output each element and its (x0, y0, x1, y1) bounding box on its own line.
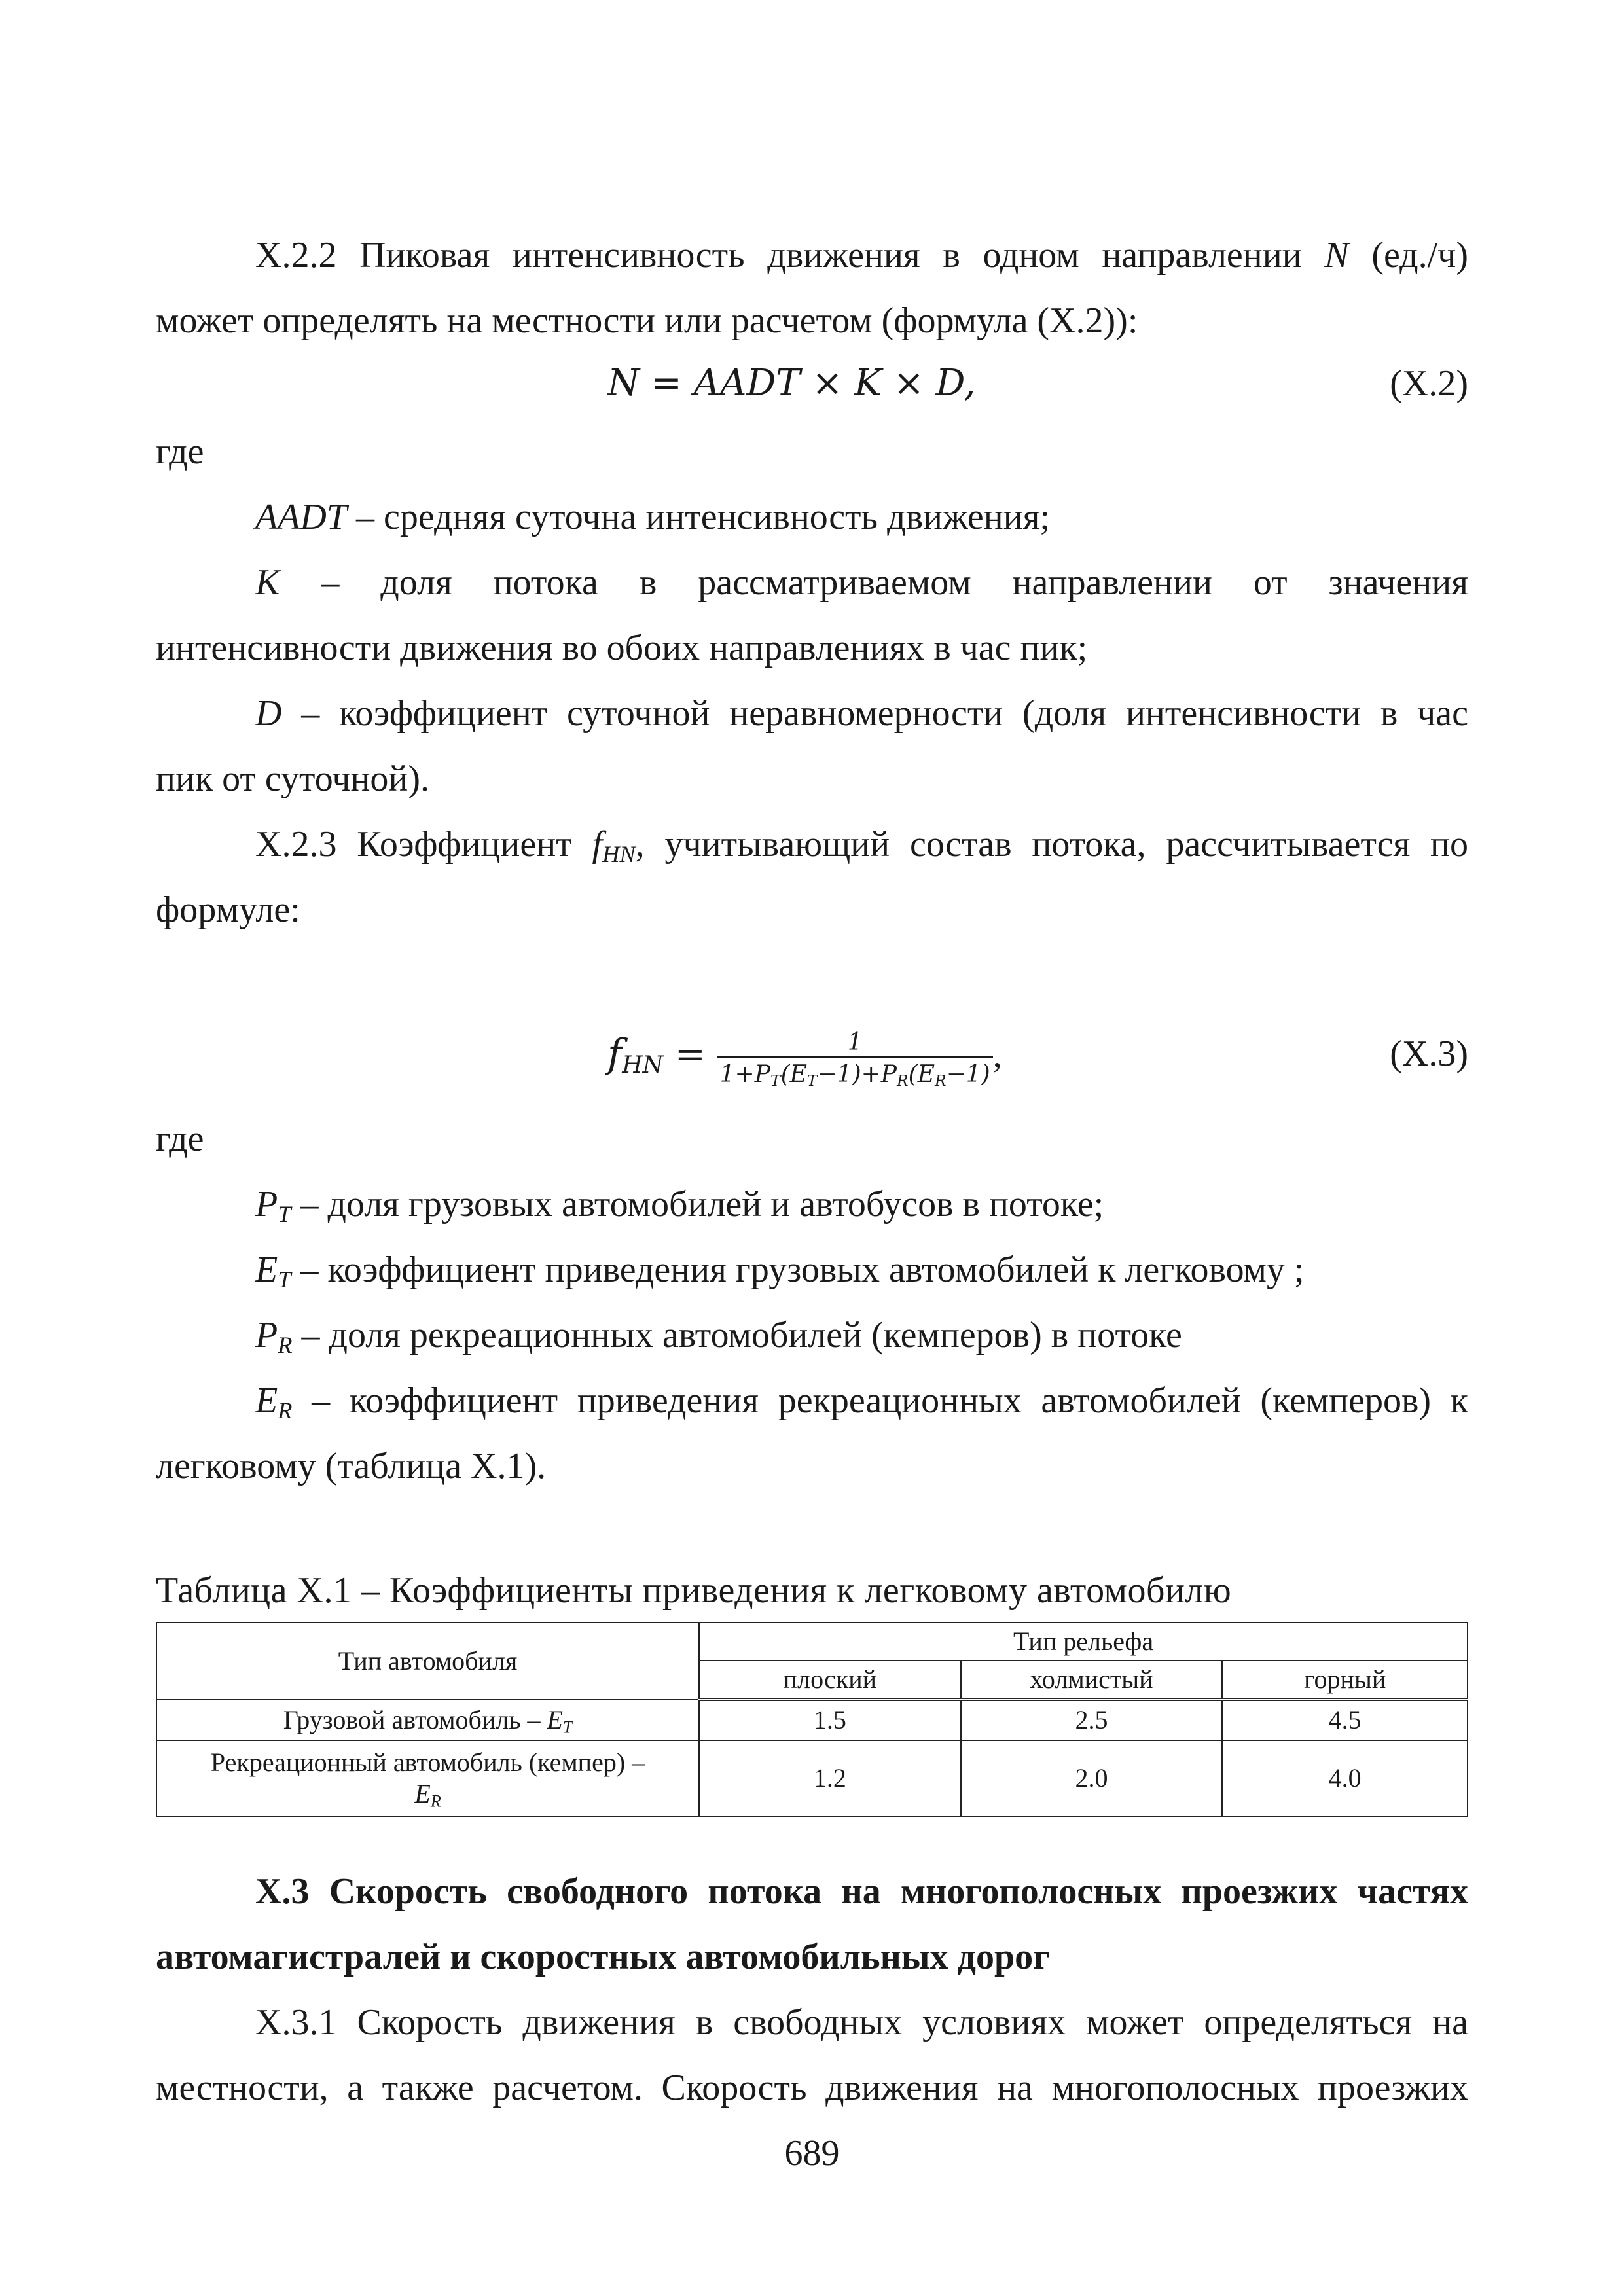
equation-x3-formula: $f_{HN}$ = $\frac{1}{1+P_T(E_T-1)+P_R(E_R-1)}$ , (607, 1028, 1002, 1090)
page-number: 689 (784, 2133, 840, 2174)
cell-value: 2.5 (961, 1700, 1223, 1740)
definition-er-line2: легковому (таблица X.1). (156, 1446, 547, 1486)
equation-x3-fraction: $\frac{1}{1+P_T(E_T-1)+P_R(E_R-1)}$ (717, 1030, 993, 1088)
equation-x2-number: (X.2) (1390, 363, 1468, 404)
definition-d-line2: пик от суточной). (156, 759, 430, 799)
where-label-1: где (156, 431, 204, 472)
equation-x2 (156, 351, 1468, 416)
where-label-2: где (156, 1119, 204, 1159)
definition-k-line2: интенсивности движения во обоих направлениях в час пик; (156, 628, 1088, 668)
equation-x3 (156, 1021, 1468, 1093)
cell-value: 4.0 (1222, 1740, 1468, 1816)
paragraph-x23-line1: X.2.3 Коэффициент $f_{HN}$, учитывающий состав потока, рассчитывается по (255, 824, 1469, 868)
equation-x2-formula: N = AADT × K × D, (607, 362, 976, 404)
definition-d-line1: D – коэффициент суточной неравномерности (доля интенсивности в час (255, 693, 1468, 734)
section-heading-x3-line1: X.3 Скорость свободного потока на многополосных проезжих частях (255, 1871, 1468, 1912)
symbol-aadt: AADT (255, 497, 347, 537)
row-label-recreational: Рекреационный автомобиль (кемпер) – $E_R$ (156, 1740, 699, 1816)
table-caption: Таблица X.1 – Коэффициенты приведения к легковому автомобилю (156, 1570, 1232, 1611)
paragraph-x31-line1: X.3.1 Скорость движения в свободных условиях может определяться на (255, 2002, 1468, 2043)
definition-k-line1: K – доля потока в рассматриваемом направлении от значения (255, 562, 1468, 603)
cell-value: 1.2 (699, 1740, 961, 1816)
equation-x3-denominator: $1+P_T(E_T-1)+P_R(E_R-1)$ (717, 1056, 993, 1088)
row-label-truck: Грузовой автомобиль – $E_T$ (156, 1700, 699, 1740)
table-row (156, 1700, 1468, 1740)
cell-value: 1.5 (699, 1700, 961, 1740)
section-heading-x3-line2: автомагистралей и скоростных автомобильных дорог (156, 1937, 1050, 1977)
equation-x3-number: (X.3) (1390, 1033, 1468, 1074)
header-terrain-type: Тип рельефа (699, 1623, 1468, 1660)
symbol-k: K (255, 562, 280, 603)
definition-pr: $P_R$ – доля рекреационных автомобилей (кемперов) в потоке (255, 1315, 1182, 1359)
header-terrain-mountain: горный (1222, 1660, 1468, 1700)
header-terrain-flat: плоский (699, 1660, 961, 1700)
paragraph-x31-line2: местности, а также расчетом. Скорость движения на многополосных проезжих (156, 2068, 1468, 2108)
var-n: N (1324, 235, 1349, 276)
table-row (156, 1740, 1468, 1816)
paragraph-x22-line2: может определять на местности или расчетом (формула (X.2)): (156, 300, 1138, 341)
cell-value: 2.0 (961, 1740, 1223, 1816)
definition-pt: $P_T$ – доля грузовых автомобилей и автобусов в потоке; (255, 1184, 1104, 1228)
header-vehicle-type: Тип автомобиля (156, 1623, 699, 1700)
definition-er-line1: $E_R$ – коэффициент приведения рекреационных автомобилей (кемперов) к (255, 1380, 1468, 1424)
symbol-d: D (255, 693, 282, 734)
definition-et: $E_T$ – коэффициент приведения грузовых автомобилей к легковому ; (255, 1249, 1305, 1293)
header-terrain-hilly: холмистый (961, 1660, 1223, 1700)
paragraph-x23-line2: формуле: (156, 889, 300, 930)
cell-value: 4.5 (1222, 1700, 1468, 1740)
definition-aadt: AADT – средняя суточна интенсивность движения; (255, 497, 1051, 537)
paragraph-x22-line1: X.2.2 Пиковая интенсивность движения в одном направлении N (ед./ч) (255, 235, 1468, 276)
coefficient-table (156, 1622, 1468, 1817)
